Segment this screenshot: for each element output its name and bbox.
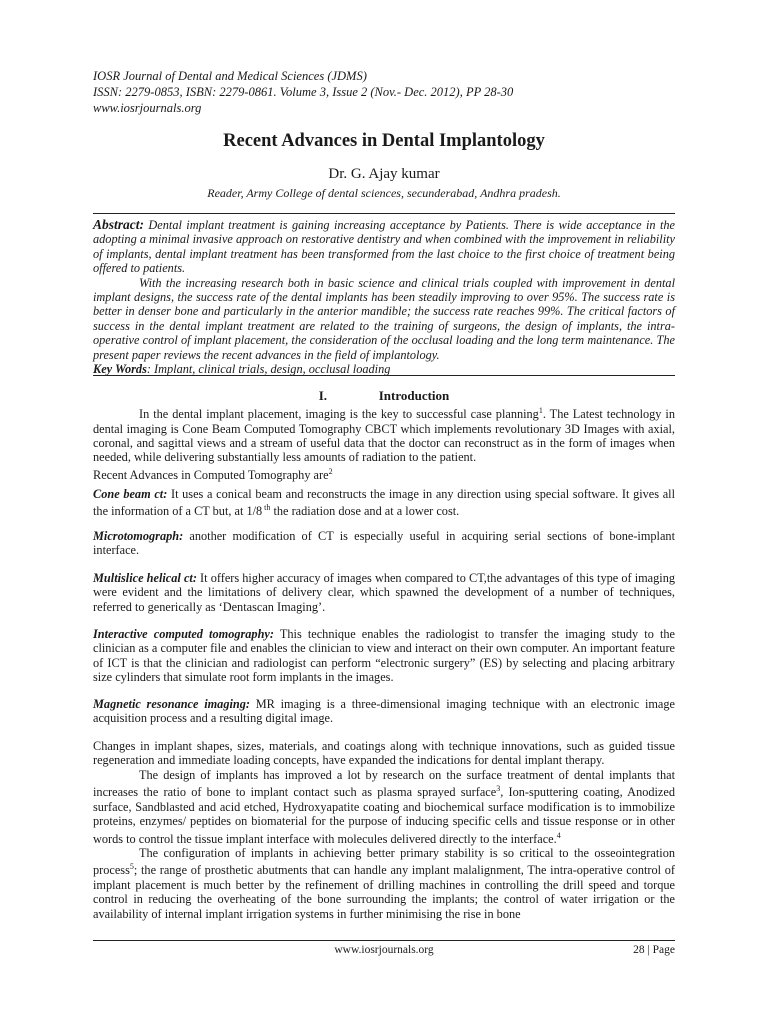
ref-1: 1 — [538, 406, 543, 415]
footer-website: www.iosrjournals.org — [334, 944, 434, 956]
intro-block — [93, 404, 675, 482]
section-title: Introduction — [378, 388, 450, 403]
abstract-top-rule — [93, 213, 675, 214]
item-microtomograph — [93, 529, 675, 558]
mri-term: Magnetic resonance imaging: — [93, 697, 250, 711]
cbct-text-a: It uses a conical beam and reconstructs the image in any direction using special software. It gives all the information of a CT but, at 1/8 — [93, 487, 675, 519]
intro-text-1b: . The Latest technology in dental imaging is Cone Beam Computed Tomography CBCT which implements revolutionary 3D Images with axial, coronal, and sagittal views and a stream of useful data that the doctor can reconstruct as in the form of images when needed, while delivering substantially less amounts of radiation to the patient. — [93, 407, 675, 465]
intro-para-2 — [93, 465, 675, 483]
issn-line: ISSN: 2279-0853, ISBN: 2279-0861. Volume 3, Issue 2 (Nov.- Dec. 2012), PP 28-30 — [93, 85, 514, 99]
config-text-a: The configuration of implants in achieving better primary stability is so critical to the osseointegration process — [93, 846, 675, 878]
multi-text: It offers higher accuracy of images when compared to CT,the advantages of this type of imaging were evident and the limitations of delivery clear, which spawned the development of a number of techniques, referred to generically as ‘Dentascan Imaging’. — [93, 571, 675, 614]
intro-para-1 — [93, 404, 675, 465]
section-number: I. — [318, 388, 328, 403]
item-interactive-ct — [93, 627, 675, 685]
cbct-text-b: the radiation dose and at a lower cost. — [270, 504, 460, 519]
micro-text: another modification of CT is especially useful in acquiring serial sections of bone-implant interface. — [93, 529, 675, 558]
abstract-label: Abstract: — [93, 217, 145, 232]
item-multislice — [93, 571, 675, 614]
ref-5: 5 — [129, 862, 134, 872]
body-block — [93, 739, 675, 921]
design-text-a: The design of implants has improved a lot by research on the surface treatment of dental implants that increases the ratio of bone to implant contact such as plasma sprayed surface — [93, 767, 675, 800]
cbct-term: Cone beam ct: — [93, 487, 168, 501]
keywords-label: Key Words — [93, 362, 147, 377]
intro-text-1a: In the dental implant placement, imaging is the key to successful case planning — [139, 407, 539, 422]
abstract-text-1: Dental implant treatment is gaining increasing acceptance by Patients. There is wide acceptance in the adopting a minimal invasive approach on restorative dentistry and when combined with the improvement in reliability of implants, dental implant treatment has been transformed from the last choice to the first choice of treatment being offered to patients. — [93, 218, 675, 276]
para-config — [93, 846, 675, 921]
config-text-b: ; the range of prosthetic abutments that can handle any implant malalignment, The intra-operative control of implant placement is much better by the refinement of drilling machines in controlling the drill speed and torque control in reducing the overheating of the bone surrounding the implants; the control of water irrigation or the availability of internal implant irrigation systems in further minimising the rise in bone — [93, 863, 675, 921]
mri-text: MR imaging is a three-dimensional imaging technique with an electronic image acquisition process and a resulting digital image. — [93, 697, 675, 726]
keywords-text: : Implant, clinical trials, design, occlusal loading — [146, 362, 391, 377]
intro-text-2: Recent Advances in Computed Tomography are — [93, 467, 329, 482]
ict-text: This technique enables the radiologist to transfer the imaging study to the clinician as a computer file and enables the clinician to view and interact on their own computer. An important feature of ICT is that the clinician and radiologist can perform “electronic surgery” (ES) by selecting and placing arbitrary size cylinders that simulate root form implants in the images. — [93, 627, 676, 685]
author-affiliation: Reader, Army College of dental sciences, secunderabad, Andhra pradesh. — [207, 186, 561, 200]
journal-name: IOSR Journal of Dental and Medical Sciences (JDMS) — [93, 69, 367, 83]
ict-term: Interactive computed tomography: — [93, 627, 274, 641]
micro-term: Microtomograph: — [93, 529, 184, 543]
ref-4: 4 — [556, 830, 561, 840]
abstract-para-1 — [93, 218, 675, 276]
cbct-sup: th — [262, 503, 271, 513]
design-text-b: , Ion-sputtering coating, Anodized surface, Sandblasted and acid etched, Hydroxyapatite coating and biochemical surface modification is to immobilize proteins, enzymes/ peptides on biomaterial for the purpose of inducing specific cells and tissue response or in other words to control the tissue implant interface with molecules delivered directly to the interface. — [93, 785, 675, 846]
abstract-para-2: With the increasing research both in basic science and clinical trials coupled with improvement in dental implant designs, the success rate of the dental implants has been steadily improving to over 95%. The success rate is better in denser bone and particularly in the anterior mandible; the success rate reaches 99%. The critical factors of success in the dental implant treatment are related to the training of surgeons, the design of implants, the intra-operative control of implant placement, the consideration of the occlusal loading and the long term maintenance. The present paper reviews the recent advances in the field of implantology. — [93, 275, 675, 362]
section-heading — [0, 388, 768, 404]
journal-website: www.iosrjournals.org — [93, 101, 202, 115]
multi-term: Multislice helical ct: — [93, 571, 197, 585]
footer-rule — [93, 940, 675, 941]
paper-title: Recent Advances in Dental Implantology — [223, 131, 545, 151]
abstract-bottom-rule — [93, 375, 675, 376]
abstract — [93, 218, 675, 376]
item-cone-beam — [93, 487, 675, 519]
item-mri — [93, 697, 675, 726]
ref-2: 2 — [328, 466, 333, 476]
page-number: 28 | Page — [633, 944, 675, 956]
ref-3: 3 — [496, 784, 501, 794]
para-design — [93, 768, 675, 846]
para-changes: Changes in implant shapes, sizes, materials, and coatings along with technique innovations, such as guided tissue regeneration and immediate loading concepts, have expanded the indications for dental implant therapy. — [93, 739, 675, 768]
author-name: Dr. G. Ajay kumar — [328, 166, 440, 182]
